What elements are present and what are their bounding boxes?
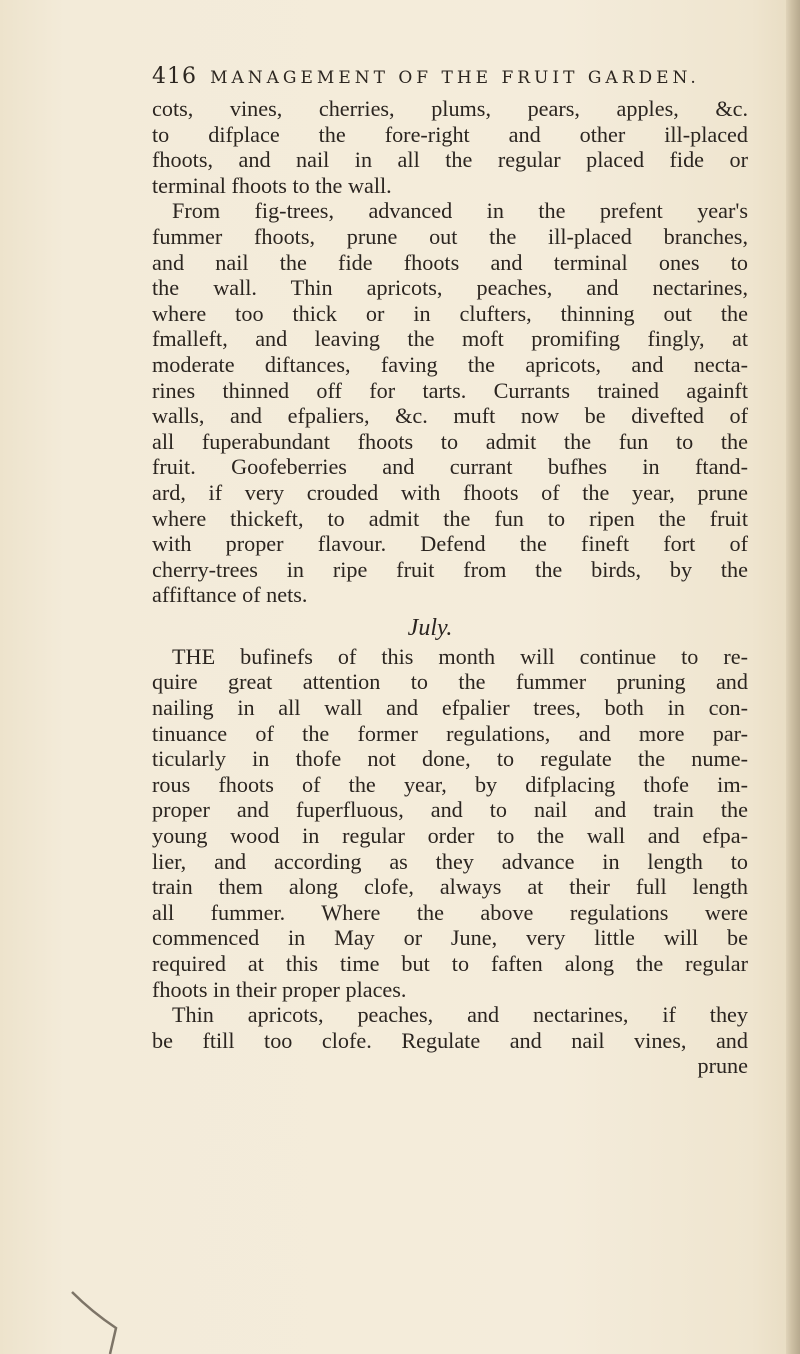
text-line: moderate diftances, faving the apricots, and necta- <box>152 351 748 377</box>
text-line: Thin apricots, peaches, and nectarines, if they <box>172 1002 748 1028</box>
text-line: tinuance of the former regulations, and more par- <box>152 720 748 746</box>
text-line: proper and fuperfluous, and to nail and train the <box>152 797 748 823</box>
text-line: the wall. Thin apricots, peaches, and nectarines, <box>152 275 748 301</box>
text-line: all fuperabundant fhoots to admit the fun to the <box>152 428 748 454</box>
page-number: 416 <box>152 64 197 89</box>
text-line: From fig-trees, advanced in the prefent year's <box>172 198 748 224</box>
text-line: rous fhoots of the year, by difplacing thofe im- <box>152 771 748 797</box>
text-line: walls, and efpaliers, &c. muft now be divefted of <box>152 403 748 429</box>
text-line: ticularly in thofe not done, to regulate the nume- <box>152 746 748 772</box>
text-line: cots, vines, cherries, plums, pears, apples, &c. <box>152 96 748 121</box>
text-line: fruit. Goofeberries and currant bufhes in ftand- <box>152 454 748 480</box>
text-line: commenced in May or June, very little will be <box>152 925 748 951</box>
body-text <box>152 96 748 1079</box>
page-curl-mark <box>70 1290 120 1354</box>
text-line: be ftill too clofe. Regulate and nail vines, and <box>152 1027 748 1053</box>
text-line: THE bufinefs of this month will continue to re- <box>172 643 748 669</box>
text-line: all fummer. Where the above regulations were <box>152 899 748 925</box>
text-line: fummer fhoots, prune out the ill-placed branches, <box>152 223 748 249</box>
section-heading: July. <box>407 614 453 641</box>
text-line: cherry-trees in ripe fruit from the birds, by the <box>152 556 748 582</box>
text-line: where thickeft, to admit the fun to ripen the fruit <box>152 505 748 531</box>
text-line: terminal fhoots to the wall. <box>152 172 392 198</box>
text-line: young wood in regular order to the wall and efpa- <box>152 823 748 849</box>
paragraph-4 <box>152 1002 748 1053</box>
text-line: where too thick or in clufters, thinning out the <box>152 300 748 326</box>
paragraph-1 <box>152 96 748 198</box>
page-header <box>152 64 700 89</box>
text-line: fhoots, and nail in all the regular placed fide or <box>152 147 748 173</box>
text-line: affiftance of nets. <box>152 582 308 608</box>
paragraph-2 <box>152 198 748 608</box>
text-line: rines thinned off for tarts. Currants trained againft <box>152 377 748 403</box>
text-line: quire great attention to the fummer pruning and <box>152 669 748 695</box>
text-line: with proper flavour. Defend the fineft fort of <box>152 531 748 557</box>
text-line: fmalleft, and leaving the moft promifing fingly, at <box>152 326 748 352</box>
text-line: fhoots in their proper places. <box>152 976 407 1002</box>
text-line: train them along clofe, always at their full length <box>152 874 748 900</box>
catchword: prune <box>697 1053 748 1079</box>
text-line: ard, if very crouded with fhoots of the year, prune <box>152 479 748 505</box>
text-line: and nail the fide fhoots and terminal ones to <box>152 249 748 275</box>
text-line: required at this time but to faften along the regular <box>152 951 748 976</box>
paragraph-3 <box>152 644 748 1002</box>
text-line: lier, and according as they advance in length to <box>152 848 748 874</box>
text-line: to difplace the fore-right and other ill-placed <box>152 121 748 147</box>
running-head: MANAGEMENT OF THE FRUIT GARDEN. <box>210 68 700 88</box>
page-edge-shadow <box>786 0 800 1354</box>
text-line: nailing in all wall and efpalier trees, both in con- <box>152 695 748 721</box>
